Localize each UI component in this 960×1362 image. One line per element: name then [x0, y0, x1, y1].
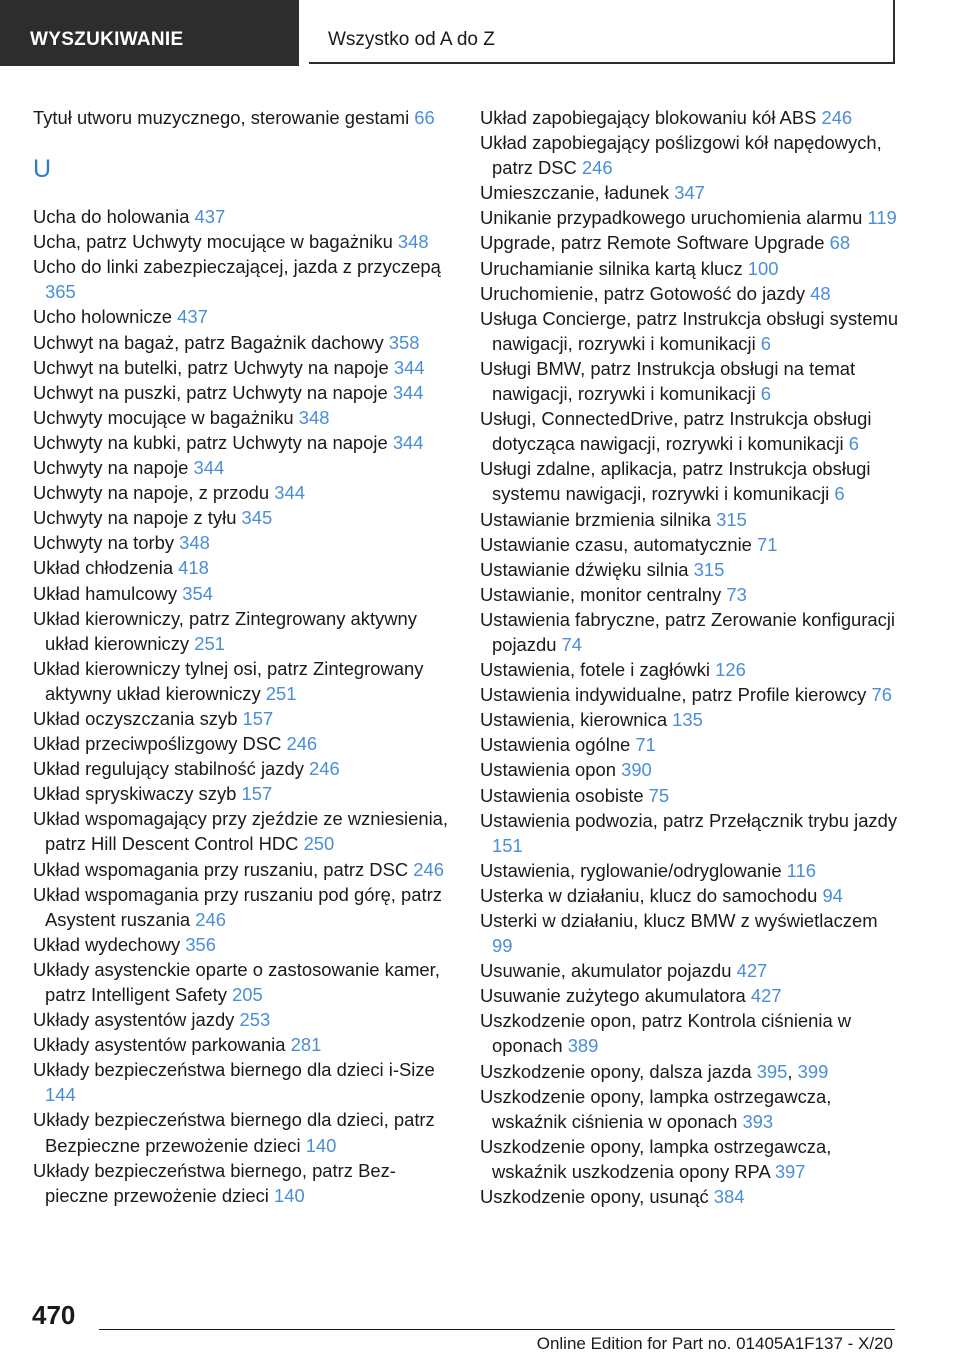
page-ref-link[interactable]: 246: [413, 858, 444, 880]
index-entry-text: Uchwyty na napoje z tyłu: [33, 507, 242, 529]
page-ref-link[interactable]: 6: [834, 483, 845, 505]
index-entry: [33, 455, 453, 480]
index-entry-text: Ustawienia opon: [480, 759, 622, 781]
index-entry: [33, 555, 453, 580]
page-number: 470: [32, 1300, 76, 1330]
index-entry-text: Uchwyty na torby: [33, 532, 180, 554]
index-entry: [480, 557, 900, 582]
index-entry: [480, 507, 900, 532]
page-ref-link[interactable]: 157: [242, 707, 274, 729]
index-entry: [480, 757, 900, 782]
page-ref-link[interactable]: 395: [756, 1060, 788, 1082]
index-entry: [33, 530, 453, 555]
index-entry-text: Ucha do holowania: [33, 206, 195, 228]
index-entry: [33, 380, 453, 405]
index-entry: [33, 806, 453, 856]
index-entry: [480, 281, 900, 306]
index-entry: [480, 1008, 900, 1058]
page-ref-link[interactable]: 344: [392, 431, 424, 453]
index-entry-text: Ustawienia, ryglowanie/odryglowanie: [480, 859, 787, 881]
index-entry: [480, 180, 900, 205]
index-entry: [33, 480, 453, 505]
page-ref-link[interactable]: 144: [45, 1084, 76, 1106]
page-ref-link[interactable]: 281: [290, 1034, 322, 1056]
index-entry: [33, 932, 453, 957]
index-entry-text: Uchwyt na puszki, patrz Uchwyty na napoje: [33, 381, 393, 403]
index-entry-text: Ustawienia fabryczne, patrz Zerowanie konfiguracji pojazdu: [480, 608, 896, 655]
index-entry: [33, 405, 453, 430]
index-entry: [480, 456, 900, 506]
index-entry: [33, 355, 453, 380]
index-entry-text: Ustawienia, kierownica: [480, 709, 673, 731]
index-entry: [33, 1007, 453, 1032]
index-entry: [33, 731, 453, 756]
index-entry: [33, 229, 453, 254]
index-entry-text: Ucho holownicze: [33, 306, 178, 328]
index-entry: [480, 105, 900, 130]
page-ref-link[interactable]: 140: [305, 1134, 337, 1156]
index-entry-text: Uszkodzenie opon, patrz Kontrola ciśnienia w oponach: [480, 1010, 852, 1057]
index-entry-text: Uszkodzenie opony, lampka ostrzegawcza, wskaźnik uszkodzenia opony RPA: [480, 1135, 832, 1182]
page-ref-link[interactable]: 315: [693, 558, 725, 580]
index-entry: [480, 1184, 900, 1209]
index-entry-text: Ucho do linki zabezpieczającej, jazda z przyczepą: [33, 256, 441, 278]
index-entry: [480, 808, 900, 858]
page-ref-link[interactable]: 135: [672, 709, 703, 731]
page-ref-link[interactable]: 100: [747, 257, 779, 279]
index-entry-text: Układy bezpieczeństwa biernego dla dzieci i-Size: [33, 1059, 435, 1081]
index-entry-text: Ustawianie dźwięku silnia: [480, 558, 694, 580]
page-ref-link[interactable]: 358: [388, 331, 420, 353]
index-entry: [480, 532, 900, 557]
index-entry-text: Ustawianie czasu, automatycznie: [480, 533, 758, 555]
page-ref-link[interactable]: 74: [561, 633, 582, 655]
index-entry-text: Uruchamianie silnika kartą klucz: [480, 257, 748, 279]
index-entry-text: Unikanie przypadkowego uruchomienia alarmu: [480, 207, 868, 229]
index-entry: [33, 505, 453, 530]
page-ref-link[interactable]: 6: [848, 433, 859, 455]
index-entry: [480, 682, 900, 707]
index-entry-text: Układ regulujący stabilność jazdy: [33, 758, 309, 780]
index-entry-text: Układy asystentów jazdy: [33, 1009, 240, 1031]
index-entry-text: Ustawianie, monitor centralny: [480, 583, 727, 605]
index-entry: [33, 882, 453, 932]
index-entry: [33, 756, 453, 781]
index-entry-text: Ucha, patrz Uchwyty mocujące w bagażniku: [33, 231, 398, 253]
page-ref-link[interactable]: 68: [829, 232, 851, 254]
page-ref-link[interactable]: 119: [867, 207, 897, 229]
index-entry-text: Układ hamulcowy: [33, 582, 183, 604]
index-entry-text: Uchwyty na napoje: [33, 457, 194, 479]
page-ref-link[interactable]: 75: [648, 784, 670, 806]
index-entry-text: Usterki w działaniu, klucz BMW z wyświetlaczem: [480, 910, 878, 931]
index-entry: [480, 607, 900, 657]
page-ref-link[interactable]: 344: [274, 482, 305, 504]
page-ref-link[interactable]: 253: [239, 1009, 271, 1031]
footer-edition-text: Online Edition for Part no. 01405A1F137 - X/20: [536, 1334, 893, 1353]
index-entry-text: Usługi, ConnectedDrive, patrz Instrukcja obsługi dotycząca nawigacji, rozrywki i komunikacji: [480, 408, 872, 455]
page-ref-link[interactable]: 397: [774, 1160, 806, 1182]
index-entry: [480, 1059, 900, 1084]
index-entry: [480, 256, 900, 281]
index-letter-heading: U: [33, 155, 52, 184]
page-ref-link[interactable]: 348: [298, 406, 330, 428]
index-entry-text: Ustawienia podwozia, patrz Przełącznik trybu jazdy: [480, 809, 898, 831]
page-ref-link[interactable]: 48: [810, 282, 831, 304]
index-entry: [33, 781, 453, 806]
index-entry: [480, 983, 900, 1008]
index-entry: [480, 883, 900, 908]
index-entry: [480, 657, 900, 682]
page-ref-link[interactable]: 116: [786, 859, 816, 881]
page-header: [0, 0, 960, 66]
index-entry-text: Układ wspomagania przy ruszaniu pod górę, patrz Asystent ruszania: [33, 883, 442, 930]
index-entry: [33, 706, 453, 731]
index-entry-text: Układy asystentów parkowania: [33, 1034, 291, 1056]
index-entry-text: Układy bezpieczeństwa biernego, patrz Bezpieczne przewożenie dzieci: [33, 1159, 396, 1206]
page-ref-link[interactable]: 99: [492, 935, 513, 957]
index-entry: [33, 254, 453, 304]
page-ref-link[interactable]: 6: [760, 332, 772, 354]
index-entry: [480, 582, 900, 607]
index-entry: [33, 430, 453, 455]
index-entry: [480, 356, 900, 406]
index-column-right: [480, 105, 900, 1209]
index-entry-text: Tytuł utworu muzycznego, sterowanie gestami: [33, 107, 415, 128]
index-entry-text: Ustawienia, fotele i zagłówki: [480, 659, 716, 681]
index-entry-text: Umieszczanie, ładunek: [480, 182, 675, 204]
index-entry: [33, 957, 453, 1007]
index-entry-text: Uruchomienie, patrz Gotowość do jazdy: [480, 282, 811, 304]
page-ref-link[interactable]: 437: [177, 306, 208, 328]
page-ref-link[interactable]: 427: [736, 960, 768, 982]
index-entry: [480, 130, 900, 180]
page-ref-link[interactable]: 344: [392, 381, 424, 403]
page-ref-link[interactable]: 246: [286, 733, 318, 755]
index-entry-text: Upgrade, patrz Remote Software Upgrade: [480, 232, 830, 254]
index-entry-text: Układ zapobiegający poślizgowi kół napędowych, patrz DSC: [480, 132, 882, 179]
index-entry-text: Układy asystenckie oparte o zastosowanie kamer, patrz Intelligent Safety: [33, 958, 440, 1005]
index-entry-text: Układ kierowniczy tylnej osi, patrz Zintegrowany aktywny układ kierowniczy: [33, 657, 424, 704]
index-entry-text: Układ wspomagający przy zjeździe ze wzniesienia, patrz Hill Descent Control HDC: [33, 808, 448, 855]
index-entry-text: Ustawienia indywidualne, patrz Profile kierowcy: [480, 684, 872, 706]
index-entry: [480, 406, 900, 456]
page-ref-link[interactable]: 384: [713, 1186, 745, 1208]
index-entry: [480, 732, 900, 757]
index-entry-text: Układ kierowniczy, patrz Zintegrowany aktywny układ kierowniczy: [33, 607, 417, 654]
index-entry: [480, 205, 900, 230]
index-entry-text: Usługa Concierge, patrz Instrukcja obsługi systemu nawigacji, rozrywki i komunikacji: [480, 307, 899, 354]
page-ref-link[interactable]: 246: [309, 758, 340, 780]
page-ref-link[interactable]: 251: [194, 632, 225, 654]
index-column-left: [33, 105, 453, 1208]
index-entry: [33, 204, 453, 229]
page-ref-link[interactable]: 418: [178, 557, 209, 579]
index-entry: [33, 857, 453, 882]
index-entry: [480, 230, 900, 255]
index-entry-text: Uchwyt na bagaż, patrz Bagażnik dachowy: [33, 331, 389, 353]
index-entry-text: Uszkodzenie opony, usunąć: [480, 1186, 714, 1208]
page-ref-link[interactable]: 365: [45, 281, 76, 303]
page-ref-link[interactable]: 390: [621, 759, 652, 781]
index-entry-text: Układ przeciwpoślizgowy DSC: [33, 733, 287, 755]
page-ref-link[interactable]: 389: [567, 1035, 599, 1057]
index-entry: [480, 858, 900, 883]
page-ref-link[interactable]: 6: [760, 383, 772, 405]
index-entry-text: Ustawienia osobiste: [480, 784, 649, 806]
index-entry-text: Usuwanie zużytego akumulatora: [480, 985, 751, 1007]
index-entry-text: Usuwanie, akumulator pojazdu: [480, 960, 737, 982]
page-ref-link[interactable]: 246: [581, 157, 613, 179]
page-ref-link[interactable]: 348: [397, 231, 429, 253]
index-entry-text: Układ wspomagania przy ruszaniu, patrz DSC: [33, 858, 414, 880]
page-ref-link[interactable]: 76: [871, 684, 892, 706]
index-entry-text: Uszkodzenie opony, lampka ostrzegawcza, wskaźnik ciśnienia w oponach: [480, 1085, 832, 1132]
index-entry-text: Usterka w działaniu, klucz do samochodu: [480, 884, 823, 906]
index-entry: [480, 306, 900, 356]
index-entry-text: Uchwyty na napoje, z przodu: [33, 482, 275, 504]
index-entry: [480, 908, 900, 958]
index-entry: [33, 105, 453, 130]
page-ref-link[interactable]: 205: [232, 984, 263, 1005]
page-ref-link[interactable]: 250: [303, 833, 335, 855]
index-entry-text: Usługi BMW, patrz Instrukcja obsługi na temat nawigacji, rozrywki i komunikacji: [480, 357, 856, 405]
index-entry-text: Uszkodzenie opony, dalsza jazda: [480, 1060, 757, 1082]
page-ref-link[interactable]: 73: [726, 583, 747, 605]
page-ref-link[interactable]: 345: [241, 507, 273, 529]
footer-divider: [99, 1329, 895, 1330]
index-entry: [33, 606, 453, 656]
index-entry: [33, 1158, 453, 1208]
index-entry: [480, 707, 900, 732]
page-ref-link[interactable]: 399: [797, 1060, 829, 1082]
index-entry: [33, 1057, 453, 1107]
page-ref-link[interactable]: 344: [193, 457, 225, 479]
index-entry-text: Uchwyty mocujące w bagażniku: [33, 406, 299, 428]
index-entry: [480, 1134, 900, 1184]
index-entry-text: Układ chłodzenia: [33, 557, 179, 579]
index-entry: [33, 656, 453, 706]
index-entry: [33, 304, 453, 329]
index-entry-text: Układ oczyszczania szyb: [33, 707, 243, 729]
index-entry-text: Uchwyty na kubki, patrz Uchwyty na napoje: [33, 431, 393, 453]
page-ref-link[interactable]: 344: [393, 356, 425, 378]
page-ref-link[interactable]: 157: [241, 783, 273, 805]
page-ref-link[interactable]: 348: [179, 532, 210, 554]
page-ref-link[interactable]: 246: [195, 908, 226, 930]
page-ref-link[interactable]: 393: [742, 1110, 774, 1132]
tab-search[interactable]: WYSZUKIWANIE: [0, 0, 299, 66]
page-ref-link[interactable]: 126: [715, 659, 746, 681]
index-entry-text: Układ zapobiegający blokowaniu kół ABS: [480, 107, 822, 128]
page-ref-link[interactable]: 251: [265, 682, 297, 704]
page-ref-link[interactable]: 66: [414, 107, 435, 128]
tab-index-a-to-z[interactable]: Wszystko od A do Z: [309, 0, 895, 64]
index-entry: [33, 581, 453, 606]
index-entry: [33, 330, 453, 355]
page-ref-link[interactable]: 354: [182, 582, 213, 604]
page-ref-link[interactable]: 71: [757, 533, 778, 555]
page-ref-link[interactable]: 151: [492, 834, 523, 856]
page-ref-link[interactable]: 246: [821, 107, 853, 128]
index-entry-text: Ustawienia ogólne: [480, 734, 636, 756]
page-ref-separator: ,: [787, 1060, 798, 1082]
index-entry: [480, 783, 900, 808]
page-ref-link[interactable]: 347: [674, 182, 705, 204]
index-entry-text: Uchwyt na butelki, patrz Uchwyty na napoje: [33, 356, 394, 378]
index-entry: [33, 1032, 453, 1057]
page-ref-link[interactable]: 71: [635, 734, 656, 756]
index-entry-text: Usługi zdalne, aplikacja, patrz Instrukcja obsługi systemu nawigacji, rozrywki i komunikacji: [480, 458, 871, 505]
page-ref-link[interactable]: 140: [274, 1184, 305, 1206]
index-entry-text: Układy bezpieczeństwa biernego dla dzieci, patrz Bezpieczne przewożenie dzieci: [33, 1109, 435, 1156]
index-entry-text: Układ wydechowy: [33, 933, 186, 955]
index-entry-text: Układ spryskiwaczy szyb: [33, 783, 242, 805]
page-ref-link[interactable]: 356: [185, 933, 216, 955]
page-ref-link[interactable]: 315: [716, 508, 747, 530]
page-ref-link[interactable]: 427: [750, 985, 782, 1007]
index-entry: [480, 958, 900, 983]
page-ref-link[interactable]: 437: [194, 206, 226, 228]
page-ref-link[interactable]: 94: [822, 884, 843, 906]
index-entry: [33, 1107, 453, 1157]
index-entry: [480, 1084, 900, 1134]
index-entry-text: Ustawianie brzmienia silnika: [480, 508, 717, 530]
